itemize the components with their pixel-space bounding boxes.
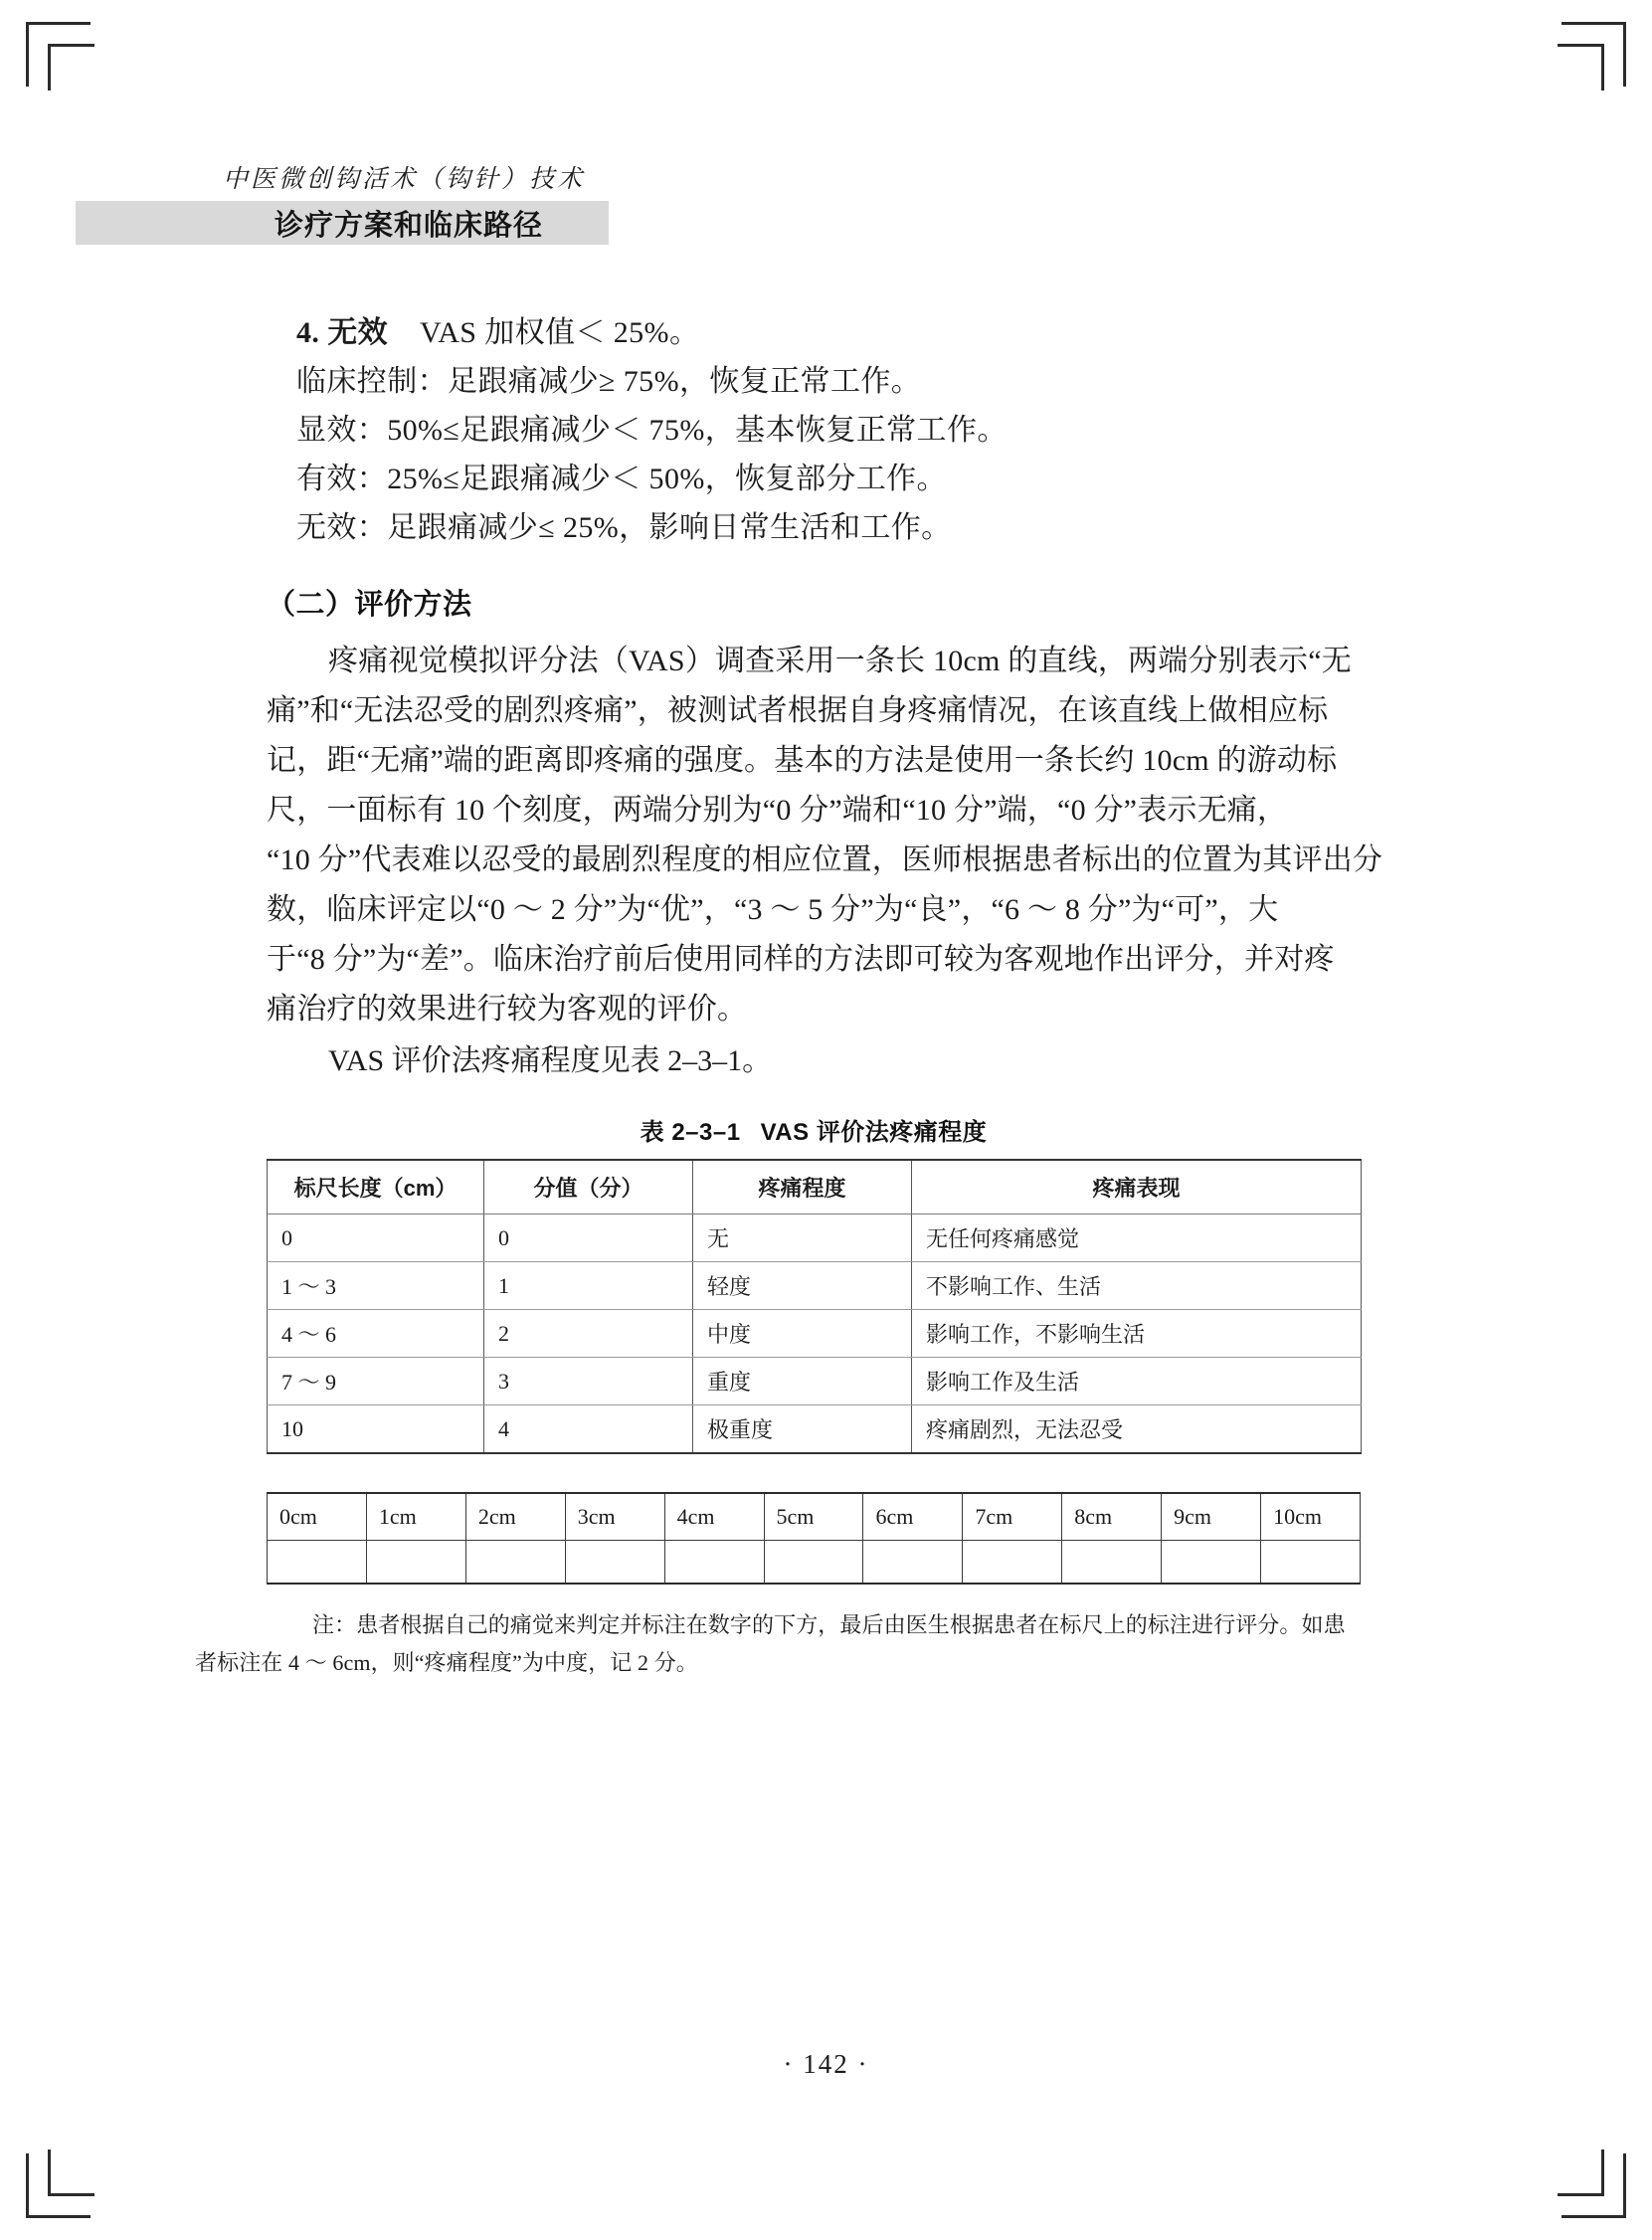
- paragraph-line: 数，临床评定以“0 ～ 2 分”为“优”，“3 ～ 5 分”为“良”，“6 ～ 8 分”为“可”，大: [267, 893, 1279, 926]
- paragraph-line: 痛”和“无法忍受的剧烈疼痛”，被测试者根据自身疼痛情况，在该直线上做相应标: [267, 694, 1329, 727]
- running-head-band: [76, 201, 609, 245]
- page-number: · 142 ·: [783, 2049, 869, 2079]
- evaluation-method-paragraph: [267, 637, 1383, 1034]
- criteria-line-effective: 有效：25%≤足跟痛减少＜ 50%，恢复部分工作。: [296, 463, 947, 495]
- paragraph-line: 疼痛视觉模拟评分法（VAS）调查采用一条长 10cm 的直线，两端分别表示“无: [328, 645, 1352, 677]
- ruler-entry-cell[interactable]: [1261, 1541, 1361, 1585]
- criteria-item-4-text: VAS 加权值＜ 25%。: [420, 316, 700, 349]
- ruler-entry-row: [268, 1541, 1361, 1585]
- cell-score: 3: [484, 1358, 693, 1405]
- column-header-score: 分值（分）: [484, 1160, 693, 1214]
- table-row: [268, 1358, 1362, 1405]
- cell-pain-level: 中度: [693, 1310, 912, 1358]
- ruler-mark-cell: 10cm: [1261, 1493, 1361, 1541]
- ruler-mark-cell: 3cm: [565, 1493, 664, 1541]
- ruler-entry-cell[interactable]: [268, 1541, 367, 1585]
- vas-pain-level-table: [267, 1159, 1362, 1454]
- ruler-entry-cell[interactable]: [1162, 1541, 1261, 1585]
- ruler-entry-cell[interactable]: [963, 1541, 1062, 1585]
- cell-pain-symptom: 疼痛剧烈，无法忍受: [912, 1405, 1362, 1454]
- ruler-entry-cell[interactable]: [1062, 1541, 1162, 1585]
- crop-mark-inner-bottom-right: [1558, 2149, 1604, 2196]
- ruler-mark-cell: 8cm: [1062, 1493, 1162, 1541]
- paragraph-line: “10 分”代表难以忍受的最剧烈程度的相应位置，医师根据患者标出的位置为其评出分: [267, 843, 1383, 876]
- column-header-pain-level: 疼痛程度: [693, 1160, 912, 1214]
- ruler-entry-cell[interactable]: [664, 1541, 764, 1585]
- running-head-book-title: 中医微创钩活术（钩针）技术: [223, 166, 586, 193]
- note-line: 者标注在 4 ～ 6cm，则“疼痛程度”为中度，记 2 分。: [195, 1650, 698, 1675]
- cell-pain-symptom: 影响工作，不影响生活: [912, 1310, 1362, 1358]
- section-heading-evaluation-method: （二）评价方法: [267, 589, 472, 621]
- criteria-line-marked-effect: 显效：50%≤足跟痛减少＜ 75%，基本恢复正常工作。: [296, 414, 1008, 447]
- cell-scale-length: 10: [268, 1405, 484, 1454]
- ruler-marks-row: [268, 1493, 1361, 1541]
- table-row: [268, 1262, 1362, 1310]
- criteria-line-ineffective: 无效：足跟痛减少≤ 25%，影响日常生活和工作。: [296, 511, 952, 544]
- vas-ruler-table: [267, 1492, 1361, 1585]
- ruler-entry-cell[interactable]: [465, 1541, 565, 1585]
- ruler-mark-cell: 0cm: [268, 1493, 367, 1541]
- paragraph-line: 尺，一面标有 10 个刻度，两端分别为“0 分”端和“10 分”端，“0 分”表示无痛，: [267, 794, 1288, 827]
- table-row: [268, 1310, 1362, 1358]
- cell-pain-symptom: 影响工作及生活: [912, 1358, 1362, 1405]
- table-reference-line: VAS 评价法疼痛程度见表 2–3–1。: [328, 1044, 773, 1077]
- cell-score: 2: [484, 1310, 693, 1358]
- paragraph-line: 痛治疗的效果进行较为客观的评价。: [267, 993, 748, 1026]
- table-row: [268, 1405, 1362, 1454]
- cell-pain-level: 轻度: [693, 1262, 912, 1310]
- ruler-mark-cell: 5cm: [764, 1493, 863, 1541]
- criteria-item-4: [267, 308, 1361, 357]
- ruler-mark-cell: 2cm: [465, 1493, 565, 1541]
- text-column: [195, 308, 1383, 1682]
- cell-score: 0: [484, 1214, 693, 1262]
- cell-pain-level: 极重度: [693, 1405, 912, 1454]
- ruler-entry-cell[interactable]: [863, 1541, 963, 1585]
- cell-scale-length: 1 ～ 3: [268, 1262, 484, 1310]
- ruler-mark-cell: 6cm: [863, 1493, 963, 1541]
- ruler-entry-cell[interactable]: [565, 1541, 664, 1585]
- cell-pain-level: 重度: [693, 1358, 912, 1405]
- crop-mark-inner-top-right: [1558, 44, 1604, 91]
- criteria-line-clinical-control: 临床控制：足跟痛减少≥ 75%，恢复正常工作。: [296, 365, 922, 398]
- paragraph-line: 记，距“无痛”端的距离即疼痛的强度。基本的方法是使用一条长约 10cm 的游动标: [267, 744, 1338, 777]
- cell-pain-level: 无: [693, 1214, 912, 1262]
- table-header-row: [268, 1160, 1362, 1214]
- ruler-mark-cell: 7cm: [963, 1493, 1062, 1541]
- running-head: [76, 159, 1577, 245]
- crop-mark-inner-bottom-left: [48, 2149, 94, 2196]
- table-caption-number: 表 2–3–1: [640, 1119, 741, 1146]
- cell-scale-length: 0: [268, 1214, 484, 1262]
- table-caption: [267, 1112, 1361, 1147]
- ruler-entry-cell[interactable]: [764, 1541, 863, 1585]
- cell-pain-symptom: 无任何疼痛感觉: [912, 1214, 1362, 1262]
- ruler-mark-cell: 4cm: [664, 1493, 764, 1541]
- cell-score: 1: [484, 1262, 693, 1310]
- table-row: [268, 1214, 1362, 1262]
- ruler-mark-cell: 1cm: [366, 1493, 465, 1541]
- vas-ruler-wrap: [267, 1492, 1361, 1585]
- cell-score: 4: [484, 1405, 693, 1454]
- table-caption-title: VAS 评价法疼痛程度: [760, 1119, 988, 1146]
- column-header-pain-symptom: 疼痛表现: [912, 1160, 1362, 1214]
- running-head-subtitle: 诊疗方案和临床路径: [275, 209, 544, 242]
- paragraph-line: 于“8 分”为“差”。临床治疗前后使用同样的方法即可较为客观地作出评分，并对疼: [267, 943, 1335, 976]
- ruler-mark-cell: 9cm: [1162, 1493, 1261, 1541]
- cell-scale-length: 7 ～ 9: [268, 1358, 484, 1405]
- note-line: 注：患者根据自己的痛觉来判定并标注在数字的下方，最后由医生根据患者在标尺上的标注进行评分。如患: [312, 1612, 1346, 1637]
- criteria-item-4-label: 4. 无效: [296, 316, 388, 349]
- cell-scale-length: 4 ～ 6: [268, 1310, 484, 1358]
- cell-pain-symptom: 不影响工作、生活: [912, 1262, 1362, 1310]
- ruler-entry-cell[interactable]: [366, 1541, 465, 1585]
- crop-mark-inner-top-left: [48, 44, 94, 91]
- column-header-scale-length: 标尺长度（cm）: [268, 1160, 484, 1214]
- table-note: [195, 1606, 1361, 1682]
